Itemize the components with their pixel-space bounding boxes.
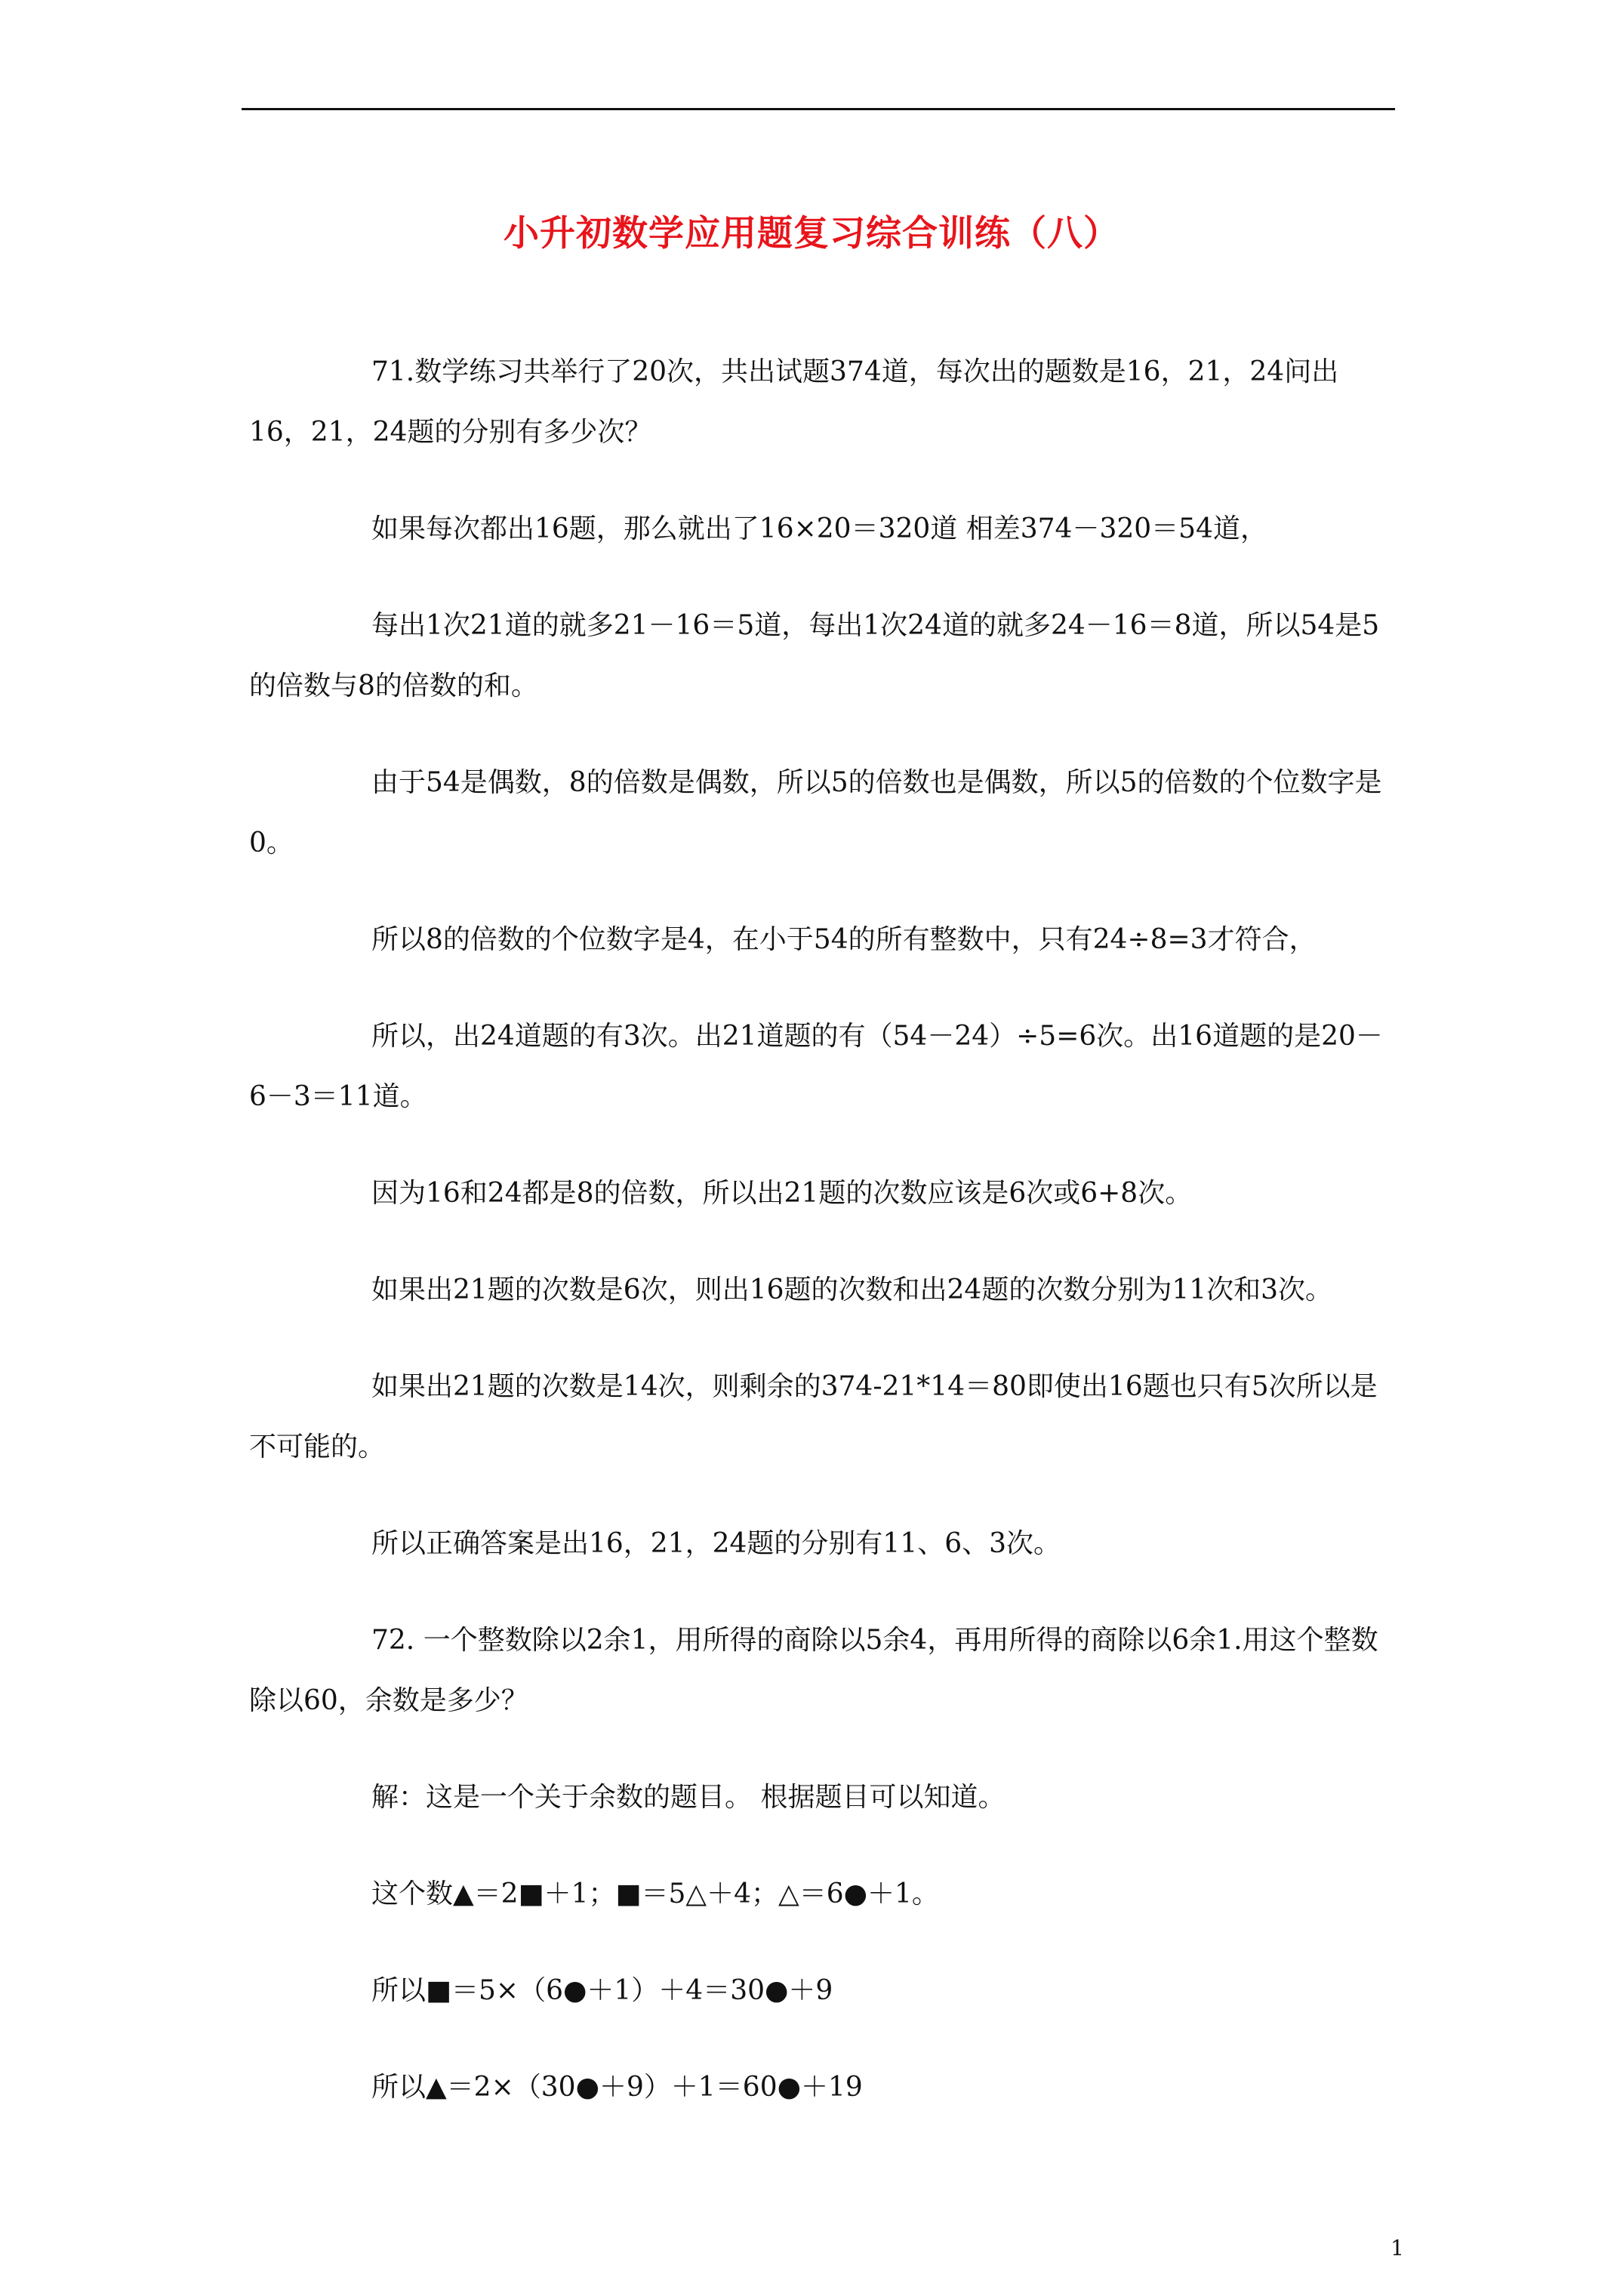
document-body <box>249 342 1387 2154</box>
paragraph-square-substitution: 所以■＝5×（6●＋1）＋4＝30●＋9 <box>371 1975 833 2006</box>
paragraph-case-6: 如果出21题的次数是6次，则出16题的次数和出24题的次数分别为11次和3次。 <box>371 1274 1333 1305</box>
paragraph-equations: 这个数▲＝2■＋1；■＝5△＋4；△＝6●＋1。 <box>371 1878 939 1909</box>
paragraph-even-reasoning: 由于54是偶数，8的倍数是偶数，所以5的倍数也是偶数，所以5的倍数的个位数字是0。 <box>249 767 1382 858</box>
paragraph-multiples-of-8: 因为16和24都是8的倍数，所以出21题的次数应该是6次或6+8次。 <box>371 1178 1193 1209</box>
paragraph-answer-71: 所以正确答案是出16，21，24题的分别有11、6、3次。 <box>371 1528 1061 1559</box>
paragraph-units-digit: 所以8的倍数的个位数字是4，在小于54的所有整数中，只有24÷8=3才符合， <box>371 924 1317 955</box>
paragraph-counts: 所以，出24道题的有3次。出21道题的有（54－24）÷5=6次。出16道题的是20－6－3＝11道。 <box>249 1021 1383 1112</box>
paragraph-difference: 每出1次21道的就多21－16＝5道，每出1次24道的就多24－16＝8道，所以54是5的倍数与8的倍数的和。 <box>249 610 1380 701</box>
header-rule <box>242 108 1395 110</box>
paragraph-solution-intro: 解：这是一个关于余数的题目。 根据题目可以知道。 <box>371 1782 1006 1813</box>
page-number: 1 <box>1390 2236 1404 2261</box>
document-title: 小升初数学应用题复习综合训练（八） <box>504 213 1119 254</box>
paragraph-triangle-substitution: 所以▲＝2×（30●＋9）＋1＝60●＋19 <box>371 2072 863 2103</box>
paragraph-problem-71: 71.数学练习共举行了20次，共出试题374道，每次出的题数是16，21，24问出16，21，24题的分别有多少次？ <box>249 356 1339 448</box>
paragraph-assumption: 如果每次都出16题，那么就出了16×20＝320道 相差374－320＝54道， <box>371 513 1267 544</box>
paragraph-case-14: 如果出21题的次数是14次，则剩余的374-21*14＝80即使出16题也只有5次所以是不可能的。 <box>249 1371 1378 1462</box>
paragraph-problem-72: 72. 一个整数除以2余1，用所得的商除以5余4，再用所得的商除以6余1.用这个整数除以60，余数是多少？ <box>249 1625 1378 1716</box>
